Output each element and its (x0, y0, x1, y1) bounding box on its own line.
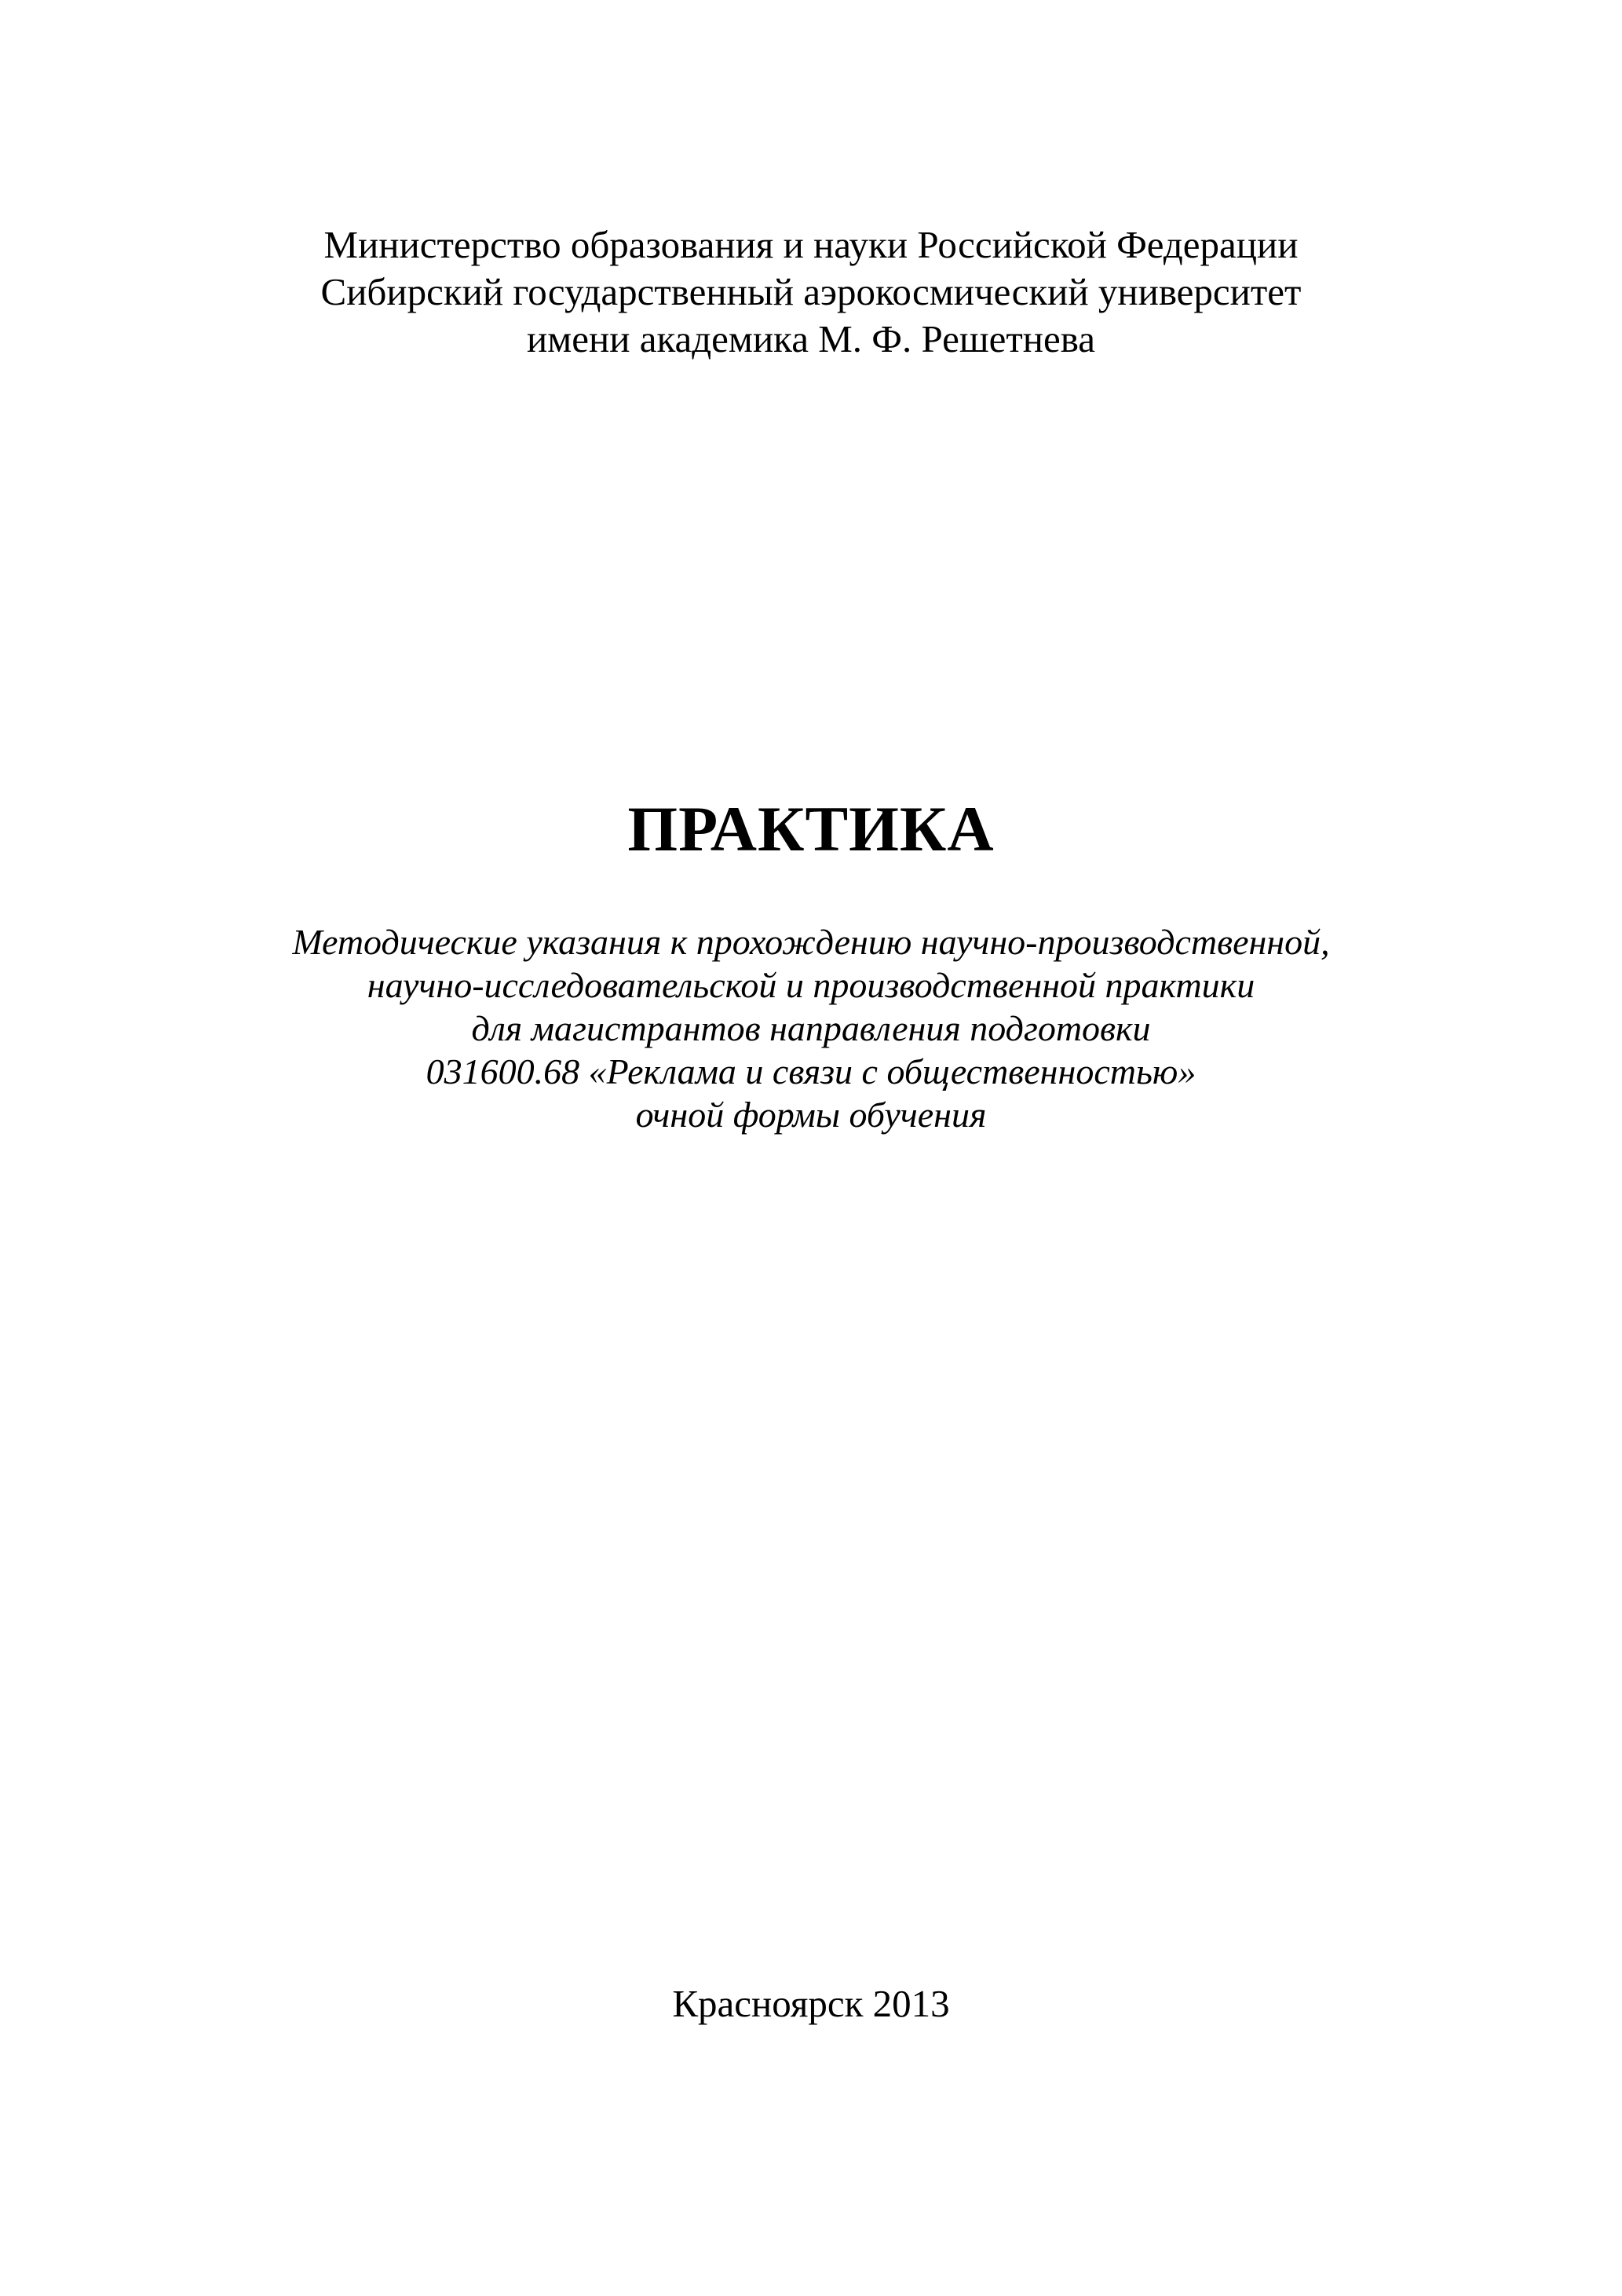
university-name-line: имени академика М. Ф. Решетнева (527, 317, 1095, 360)
document-subtitle (0, 920, 1622, 1136)
ministry-line: Министерство образования и науки Российской Федерации (323, 223, 1299, 266)
city-year: Красноярск 2013 (672, 1982, 950, 2025)
subtitle-line: Методические указания к прохождению научно-производственной, (292, 922, 1330, 962)
subtitle-line: очной формы обучения (635, 1095, 987, 1135)
document-title: ПРАКТИКА (627, 793, 995, 865)
subtitle-line: 031600.68 «Реклама и связи с общественностью» (426, 1051, 1196, 1091)
university-line: Сибирский государственный аэрокосмический университет (320, 270, 1302, 313)
subtitle-line: научно-исследовательской и производственной практики (367, 965, 1255, 1005)
subtitle-line: для магистрантов направления подготовки (471, 1008, 1151, 1048)
institution-header (0, 221, 1622, 363)
